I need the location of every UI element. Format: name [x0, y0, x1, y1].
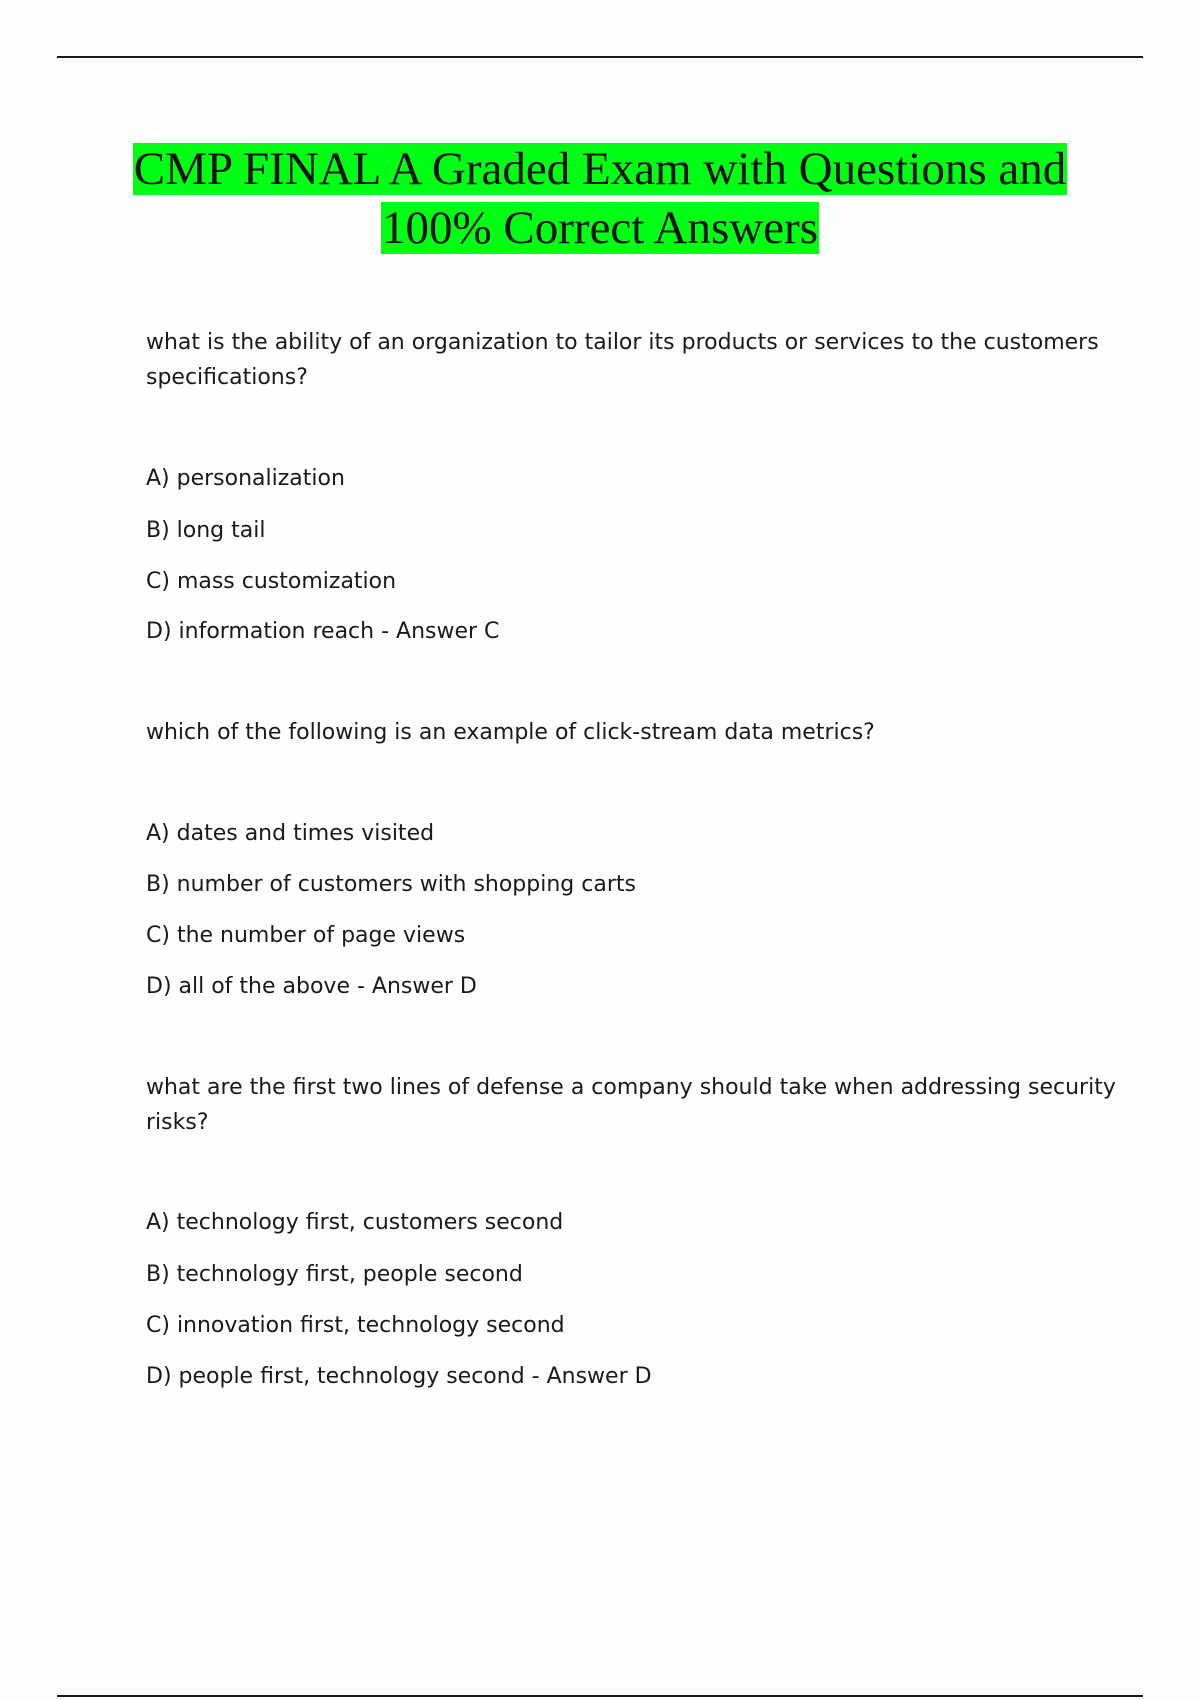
question-1-option-b: B) long tail — [146, 518, 266, 543]
question-3-option-d: D) people first, technology second - Answer D — [146, 1364, 652, 1389]
question-3-prompt-line-1: what are the first two lines of defense a company should take when addressing security — [146, 1075, 1116, 1100]
question-3-option-b: B) technology first, people second — [146, 1262, 523, 1287]
question-3-option-c: C) innovation first, technology second — [146, 1313, 565, 1338]
question-1-prompt-line-1: what is the ability of an organization to tailor its products or services to the customers — [146, 330, 1099, 355]
question-2-option-c: C) the number of page views — [146, 923, 466, 948]
question-2-option-b: B) number of customers with shopping carts — [146, 872, 636, 897]
document-title — [100, 140, 1100, 258]
question-2-prompt-line-1: which of the following is an example of click-stream data metrics? — [146, 720, 875, 745]
question-1-option-c: C) mass customization — [146, 569, 397, 594]
footer-rule — [57, 1695, 1143, 1697]
question-3-prompt-line-2: risks? — [146, 1110, 209, 1135]
title-line-1: CMP FINAL A Graded Exam with Questions and — [133, 143, 1067, 195]
question-2-option-d: D) all of the above - Answer D — [146, 974, 477, 999]
header-rule — [57, 56, 1143, 58]
title-line-2: 100% Correct Answers — [382, 202, 818, 254]
question-1-option-a: A) personalization — [146, 466, 345, 491]
question-3-option-a: A) technology first, customers second — [146, 1210, 564, 1235]
question-1-option-d: D) information reach - Answer C — [146, 619, 500, 644]
question-2-option-a: A) dates and times visited — [146, 821, 435, 846]
question-1-prompt-line-2: specifications? — [146, 365, 308, 390]
